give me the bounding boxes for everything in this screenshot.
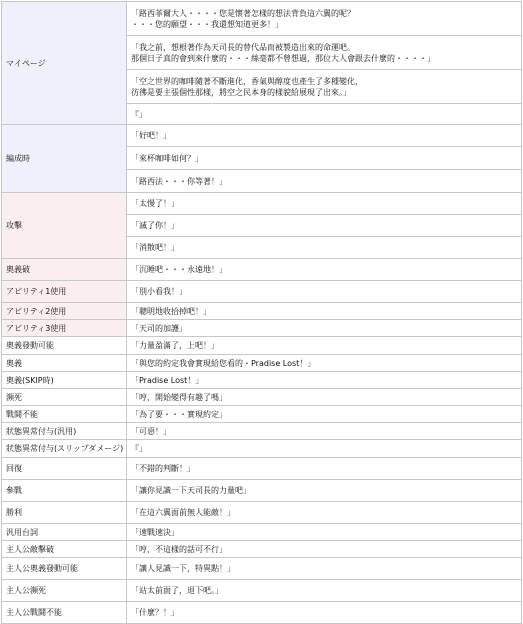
voice-line-text: 「好吧！」	[127, 125, 522, 147]
table-row	[2, 125, 522, 147]
voice-line-text: 「消散吧！」	[127, 237, 522, 259]
table-row	[2, 281, 522, 303]
situation-label: 主人公戰鬪不能	[2, 602, 127, 624]
voice-line-text: 「空之世界的咖啡隨著不斷進化，香氣與醇度也產生了多種變化， 彷彿是要主張個性那樣，將空之民本身的樣貌給展現了出來。」	[127, 70, 522, 104]
situation-label: 主人公瀕死	[2, 580, 127, 602]
voice-line-text: 「力量盈滿了，上吧！」	[127, 337, 522, 355]
voice-line-text: 「哼，不這樣的話可不行」	[127, 541, 522, 558]
situation-label: 主人公敵擊破	[2, 541, 127, 558]
situation-label: 狀態異常付与(汎用)	[2, 423, 127, 440]
table-row	[2, 372, 522, 389]
table-row	[2, 320, 522, 337]
voice-line-text: 「讓你見識一下天司長的力量吧」	[127, 480, 522, 502]
situation-label: 編成時	[2, 125, 127, 193]
voice-lines-table	[1, 1, 522, 624]
voice-line-text: 「在這六翼面前無人能敵！」	[127, 502, 522, 524]
table-row	[2, 406, 522, 423]
situation-label: アビリティ1使用	[2, 281, 127, 303]
situation-label: 參戰	[2, 480, 127, 502]
situation-label: 回復	[2, 458, 127, 480]
voice-line-text: 「不錯的判斷！」	[127, 458, 522, 480]
table-row	[2, 458, 522, 480]
table-row	[2, 389, 522, 406]
table-row	[2, 193, 522, 215]
voice-line-text: 「聰明地收拾掉吧！」	[127, 303, 522, 320]
table-row	[2, 303, 522, 320]
situation-label: アビリティ3使用	[2, 320, 127, 337]
voice-line-text: 「哼，開始變得有趣了嗎」	[127, 389, 522, 406]
table-row	[2, 355, 522, 372]
table-row	[2, 502, 522, 524]
voice-line-text: 「路西菲爾大人・・・・您是懷著怎樣的想法背負這六翼的呢？ ・・・您的願望・・・我還想知道更多！」	[127, 2, 522, 36]
voice-lines-body	[2, 2, 522, 624]
table-row	[2, 337, 522, 355]
situation-label: 戰鬪不能	[2, 406, 127, 423]
situation-label: 攻擊	[2, 193, 127, 259]
voice-line-text: 「天司的加護」	[127, 320, 522, 337]
situation-label: 奧義	[2, 355, 127, 372]
voice-line-text: 「Pradise Lost！」	[127, 372, 522, 389]
voice-line-text: 「什麼？！」	[127, 602, 522, 624]
situation-label: マイページ	[2, 2, 127, 125]
table-row	[2, 541, 522, 558]
table-row	[2, 2, 522, 36]
voice-line-text: 「滅了你！」	[127, 215, 522, 237]
voice-line-text: 「速戰速決」	[127, 524, 522, 541]
situation-label: 奧義破	[2, 259, 127, 281]
voice-line-text: 「沉睡吧・・・永遠地！」	[127, 259, 522, 281]
voice-line-text: 「站太前面了，退下吧。」	[127, 580, 522, 602]
situation-label: アビリティ2使用	[2, 303, 127, 320]
situation-label: 勝利	[2, 502, 127, 524]
voice-line-text: 「可惡！」	[127, 423, 522, 440]
table-row	[2, 602, 522, 624]
voice-line-text: 「路西法・・・你等著！」	[127, 170, 522, 193]
situation-label: 汎用台詞	[2, 524, 127, 541]
situation-label: 奧義發動可能	[2, 337, 127, 355]
situation-label: 狀態異常付与(スリップダメージ)	[2, 440, 127, 458]
situation-label: 主人公奧義發動可能	[2, 558, 127, 580]
table-row	[2, 440, 522, 458]
situation-label: 瀕死	[2, 389, 127, 406]
voice-line-text: 「太慢了！」	[127, 193, 522, 215]
voice-line-text: 「我之前，想根著作為天司長的替代品而被製造出來的命運吧。 那個日子真的會到來什麼的・・・絲毫都不曾想過，那位大人會跟去什麼的・・・・」	[127, 36, 522, 70]
voice-line-text: 「為了要・・・實現約定」	[127, 406, 522, 423]
table-row	[2, 480, 522, 502]
situation-label: 奧義(SKIP時)	[2, 372, 127, 389]
voice-line-text: 「與您的約定我會實現給您看的・Pradise Lost！」	[127, 355, 522, 372]
table-row	[2, 524, 522, 541]
voice-line-text: 『」	[127, 440, 522, 458]
voice-line-text: 「別小看我！」	[127, 281, 522, 303]
table-row	[2, 423, 522, 440]
voice-line-text: 「來杯咖啡如何？」	[127, 147, 522, 170]
table-row	[2, 259, 522, 281]
voice-line-text: 『」	[127, 104, 522, 125]
table-row	[2, 558, 522, 580]
voice-line-text: 「讓人見識一下，特異點！」	[127, 558, 522, 580]
table-row	[2, 580, 522, 602]
